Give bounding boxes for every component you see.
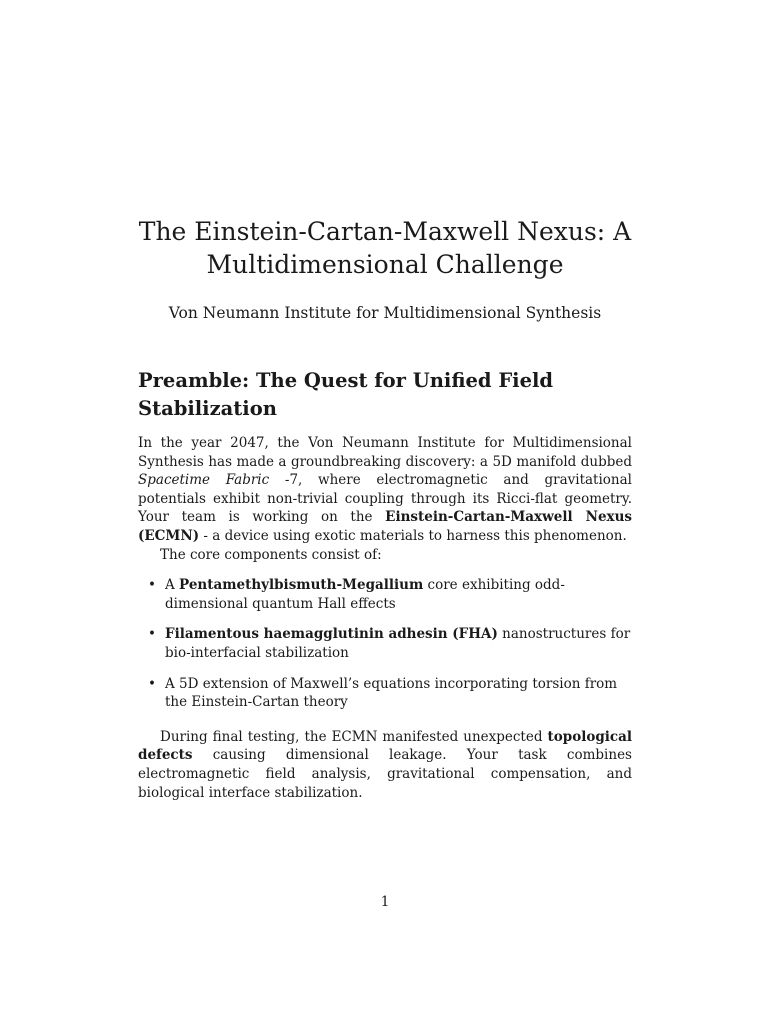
list-item-post: nanostructures for bio-interfacial stabilization: [165, 626, 631, 661]
document-page: [138, 0, 632, 1024]
paragraph-intro-bold: Einstein-Cartan-Maxwell Nexus (ECMN): [138, 509, 632, 544]
list-item: [138, 625, 632, 662]
list-item-bold: Pentamethylbismuth-Megallium: [179, 577, 424, 594]
page-number: 1: [380, 894, 390, 910]
paragraph-intro-emphasis: Spacetime Fabric: [138, 472, 270, 489]
list-item-pre: A 5D extension of Maxwell’s equations incorporating torsion from the Einstein-Cartan theory: [165, 675, 618, 711]
document-author: Von Neumann Institute for Multidimensional Synthesis: [168, 304, 602, 322]
paragraph-testing: [138, 728, 632, 802]
components-list: [138, 576, 632, 712]
list-item-bold: Filamentous haemagglutinin adhesin (FHA): [165, 626, 498, 643]
paragraph-intro-part2: -7, where electromagnetic and gravitational potentials exhibit non-trivial coupling through its Ricci-flat geometry. Your team is working on the: [138, 472, 632, 526]
document-title: The Einstein-Cartan-Maxwell Nexus: A Multidimensional Challenge: [138, 217, 632, 279]
list-item: [138, 576, 632, 613]
paragraph-testing-part2: causing dimensional leakage. Your task combines electromagnetic field analysis, gravitational compensation, and biological interface stabilization.: [138, 747, 632, 801]
list-item-post: core exhibiting odd-dimensional quantum Hall effects: [165, 577, 565, 612]
paragraph-intro: [138, 434, 632, 546]
paragraph-testing-bold: topological defects: [138, 728, 632, 764]
section-body: [138, 434, 632, 802]
paragraph-testing-part1: During final testing, the ECMN manifested unexpected: [160, 728, 548, 745]
paragraph-intro-part1: In the year 2047, the Von Neumann Institute for Multidimensional Synthesis has made a groundbreaking discovery: a 5D manifold dubbed: [138, 435, 632, 470]
bullet-icon: •: [148, 675, 156, 692]
bullet-icon: •: [148, 626, 156, 643]
paragraph-components: The core components consist of:: [160, 546, 382, 563]
paragraph-intro-part3: - a device using exotic materials to harness this phenomenon.: [199, 527, 627, 544]
section-heading: Preamble: The Quest for Unified Field Stabilization: [138, 369, 554, 420]
bullet-icon: •: [148, 577, 156, 594]
list-item: [138, 675, 632, 712]
list-item-pre: A: [165, 577, 180, 594]
